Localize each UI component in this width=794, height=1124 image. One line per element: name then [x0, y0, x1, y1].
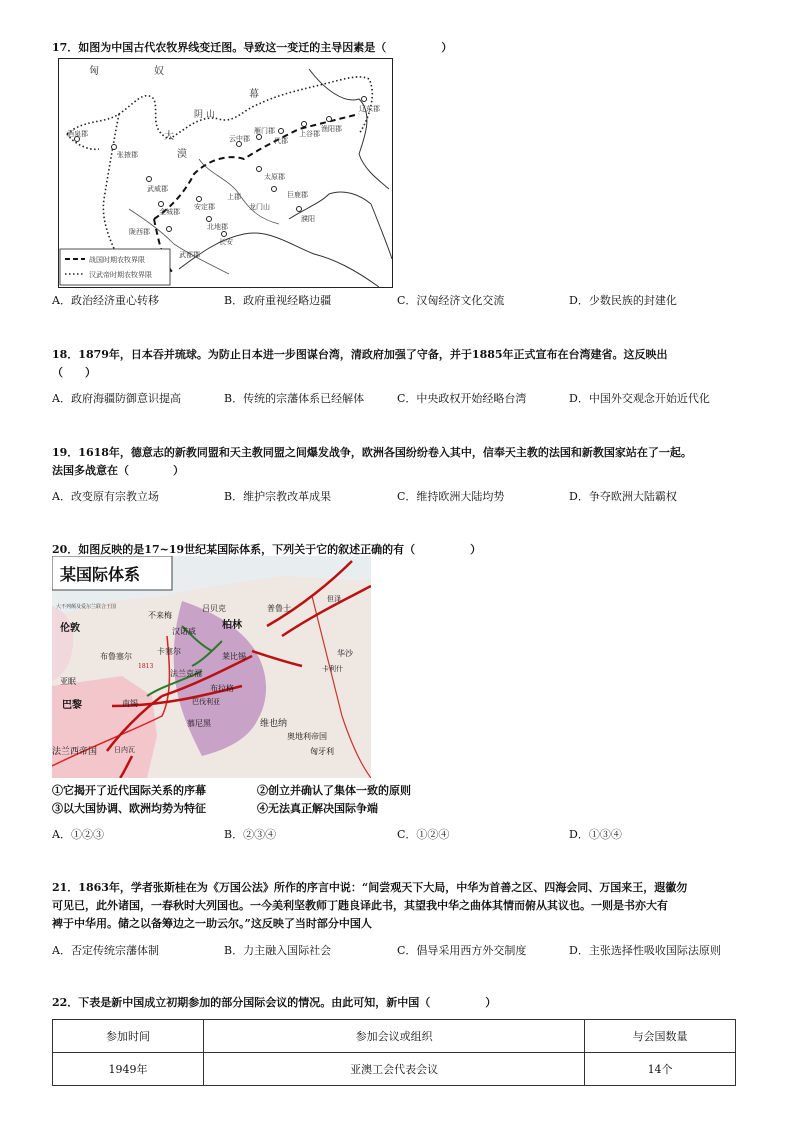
map-place: 柏林 [222, 620, 242, 631]
q17-map [58, 58, 393, 288]
map-place: 华沙 [337, 649, 353, 658]
option-d[interactable]: D．①③④ [569, 828, 622, 841]
option-a[interactable]: A．否定传统宗藩体制 [52, 944, 159, 957]
q21-stem-line3: 裨于中华用。储之以备筹边之一助云尔。”这反映了当时部分中国人 [52, 917, 372, 930]
map-place: 北地郡 [207, 223, 228, 231]
map-title: 某国际体系 [60, 565, 141, 584]
option-c[interactable]: C．维持欧洲大陆均势 [397, 490, 505, 503]
map-place: 上谷郡 [299, 130, 320, 138]
option-c[interactable]: C．中央政权开始经略台湾 [397, 392, 527, 405]
q22-stem: 22．下表是新中国成立初期参加的部分国际会议的情况。由此可知，新中国（ ） [52, 996, 497, 1009]
q18-stem-line2: （ ） [52, 366, 96, 379]
option-b[interactable]: B．政府重视经略边疆 [224, 294, 332, 307]
option-b[interactable]: B．力主融入国际社会 [224, 944, 332, 957]
legend-warring-states: 战国时期农牧界限 [89, 256, 145, 264]
q20-statements [52, 782, 752, 818]
map-place: 亚眠 [60, 677, 76, 686]
map-place: 张掖郡 [117, 151, 138, 159]
map-label: 阴 [194, 110, 204, 120]
q20-map [52, 556, 371, 778]
cell-meeting: 亚澳工会代表会议 [204, 1053, 585, 1086]
map-legend [60, 249, 170, 285]
statement-3: ③以大国协调、欧洲均势为特征 [52, 802, 206, 815]
map-place: 巴黎 [62, 700, 82, 711]
map-place: 金城郡 [159, 208, 180, 216]
q18-options [52, 390, 752, 406]
col-header-time: 参加时间 [53, 1020, 204, 1053]
map-place: 巴伐利亚 [192, 698, 220, 706]
map-place: 日内瓦 [114, 746, 135, 754]
map-place: 代郡 [274, 137, 288, 145]
legend-han-wudi: 汉武帝时期农牧界限 [89, 271, 152, 279]
map-place: 巨鹿郡 [287, 191, 308, 199]
table-row [53, 1053, 736, 1086]
map-place: 法兰西帝国 [52, 747, 98, 757]
map-place: 布鲁塞尔 [100, 652, 132, 661]
q19-options [52, 488, 752, 504]
map-place: 不来梅 [148, 611, 172, 620]
map-place: 雁门郡 [254, 127, 275, 135]
q19-stem-line2: 法国多战意在（ ） [52, 464, 184, 477]
map-place: 汉诺威 [172, 627, 196, 636]
option-d[interactable]: D．主张选择性吸收国际法原则 [569, 944, 721, 957]
q21-stem-line2: 可见已，此外诸国，一春秋时大列国也。一今美利坚教师丁韪良译此书，其望我中华之曲体其情而俯从其议也。一则是书亦大有 [52, 899, 668, 912]
col-header-meeting: 参加会议或组织 [204, 1020, 585, 1053]
map-place: 慕尼黑 [187, 719, 211, 728]
option-c[interactable]: C．①②④ [397, 828, 450, 841]
q20-options [52, 826, 752, 842]
option-a[interactable]: A．政府海疆防御意识提高 [52, 392, 181, 405]
vienna-system-map [52, 556, 371, 778]
option-b[interactable]: B．维护宗教改革成果 [224, 490, 332, 503]
map-label: 漠 [177, 149, 187, 160]
option-a[interactable]: A．政治经济重心转移 [52, 294, 159, 307]
q22-table [52, 1019, 736, 1086]
map-place: 上郡 [227, 193, 241, 201]
map-place: 龙门山 [249, 203, 270, 211]
cell-count: 14个 [585, 1053, 736, 1086]
map-place: 武都郡 [179, 251, 200, 259]
option-b[interactable]: B．传统的宗藩体系已经解体 [224, 392, 365, 405]
map-place: 1813 [138, 663, 154, 670]
map-place: 布拉格 [210, 684, 234, 693]
option-c[interactable]: C．倡导采用西方外交制度 [397, 944, 527, 957]
map-label: 幕 [249, 89, 259, 100]
q21-options [52, 942, 752, 958]
map-place: 卡塞尔 [157, 647, 181, 656]
map-label: 奴 [154, 66, 164, 77]
map-place: 渔阳郡 [321, 125, 342, 133]
map-place: 云中郡 [229, 135, 250, 143]
map-place: 伦敦 [60, 623, 80, 634]
map-label: 匈 [89, 66, 99, 77]
map-place: 武威郡 [147, 185, 168, 193]
map-place: 莱比锡 [222, 652, 246, 661]
map-place: 卡利什 [322, 665, 343, 673]
q21-stem-line1: 21．1863年，学者张斯桂在为《万国公法》所作的序言中说：“间尝观天下大局，中华为首善之区、四海会同、万国来王，遐徽勿 [52, 881, 688, 894]
q17-options [52, 292, 752, 308]
option-d[interactable]: D．少数民族的封建化 [569, 294, 677, 307]
q20-stem: 20．如图反映的是17~19世纪某国际体系，下列关于它的叙述正确的有（ ） [52, 543, 482, 556]
statement-1: ①它揭开了近代国际关系的序幕 [52, 784, 206, 797]
map-place: 安定郡 [194, 203, 215, 211]
option-c[interactable]: C．汉匈经济文化交流 [397, 294, 505, 307]
map-place: 辽东郡 [359, 105, 380, 113]
q18-stem-line1: 18．1879年，日本吞并琉球。为防止日本进一步图谋台湾，清政府加强了守备，并于1885年正式宣布在台湾建省。这反映出 [52, 348, 668, 361]
farming-grazing-boundary-map [59, 59, 392, 287]
map-place: 南锡 [122, 699, 138, 708]
map-place: 维也纳 [260, 719, 288, 729]
map-place: 长安 [219, 238, 233, 246]
map-place: 酒泉郡 [67, 130, 88, 138]
table-header-row [53, 1020, 736, 1053]
map-place: 但泽 [327, 595, 341, 603]
option-d[interactable]: D．争夺欧洲大陆霸权 [569, 490, 677, 503]
map-place: 法兰克福 [170, 669, 202, 678]
option-b[interactable]: B．②③④ [224, 828, 277, 841]
map-place: 吕贝克 [202, 604, 226, 613]
col-header-count: 与会国数量 [585, 1020, 736, 1053]
option-a[interactable]: A．①②③ [52, 828, 104, 841]
option-a[interactable]: A．改变原有宗教立场 [52, 490, 159, 503]
map-place: 濮阳 [301, 215, 315, 223]
map-place: 太原郡 [264, 173, 285, 181]
map-place: 大不列颠及爱尔兰联合王国 [56, 604, 117, 610]
map-label: 山 [206, 110, 216, 120]
cell-time: 1949年 [53, 1053, 204, 1086]
statement-4: ④无法真正解决国际争端 [257, 802, 378, 815]
map-place: 匈牙利 [310, 747, 334, 756]
q17-stem: 17．如图为中国古代农牧界线变迁图。导致这一变迁的主导因素是（ ） [52, 41, 453, 54]
map-place: 奥地利帝国 [287, 732, 327, 741]
option-d[interactable]: D．中国外交观念开始近代化 [569, 392, 710, 405]
q19-stem-line1: 19．1618年，德意志的新教同盟和天主教同盟之间爆发战争，欧洲各国纷纷卷入其中，信奉天主教的法国和新教国家站在了一起。 [52, 446, 692, 459]
map-place: 陇西郡 [129, 228, 150, 236]
statement-2: ②创立并确认了集体一致的原则 [257, 784, 411, 797]
map-place: 普鲁士 [267, 604, 291, 613]
map-label: 大 [164, 131, 174, 142]
